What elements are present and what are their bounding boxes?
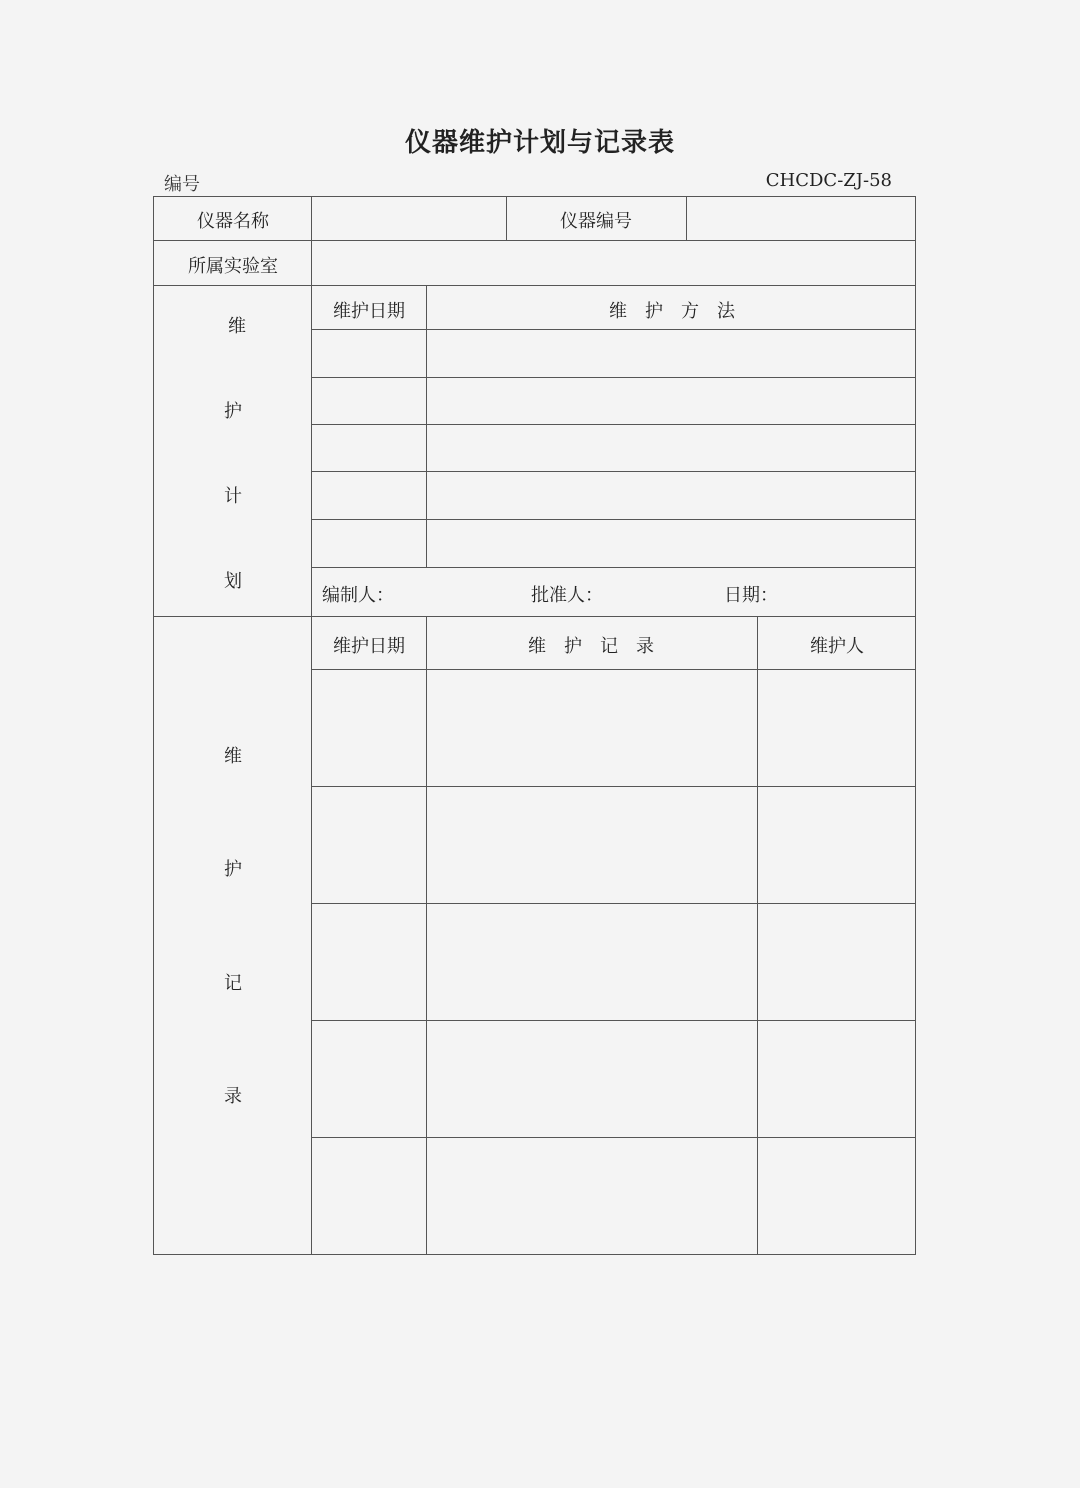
row-divider	[312, 424, 915, 425]
instrument-number-label: 仪器编号	[560, 211, 632, 232]
row-divider	[312, 329, 915, 330]
date-label: 日期：	[724, 585, 778, 606]
plan-side-char: 计	[224, 486, 242, 507]
row-divider	[154, 285, 915, 286]
row-divider	[312, 669, 915, 670]
record-side-char: 记	[224, 973, 242, 994]
compiler-label: 编制人：	[322, 585, 394, 606]
row-divider	[312, 1020, 915, 1021]
column-divider	[426, 616, 427, 1254]
column-divider	[506, 197, 507, 240]
record-side-char: 录	[224, 1086, 242, 1107]
column-divider	[686, 197, 687, 240]
record-side-char: 护	[224, 859, 242, 880]
instrument-name-label: 仪器名称	[197, 211, 269, 232]
row-divider	[312, 519, 915, 520]
plan-side-char: 划	[224, 571, 242, 592]
maintenance-form-table	[153, 196, 916, 1255]
row-divider	[312, 903, 915, 904]
row-divider	[312, 471, 915, 472]
section-divider	[154, 616, 915, 617]
plan-side-char: 维	[228, 316, 246, 337]
row-divider	[312, 567, 915, 568]
record-side-char: 维	[224, 746, 242, 767]
form-title: 仪器维护计划与记录表	[404, 128, 675, 158]
row-divider	[312, 377, 915, 378]
approver-label: 批准人：	[531, 585, 603, 606]
plan-date-header: 维护日期	[333, 301, 405, 322]
record-date-header: 维护日期	[333, 636, 405, 657]
row-divider	[312, 1137, 915, 1138]
row-divider	[154, 240, 915, 241]
column-divider	[757, 616, 758, 1254]
record-person-header: 维护人	[810, 636, 864, 657]
form-number-label: 编号	[164, 174, 200, 195]
record-content-header: 维 护 记 录	[528, 636, 654, 657]
form-code: CHCDC-ZJ-58	[765, 170, 892, 191]
plan-method-header: 维 护 方 法	[609, 301, 735, 322]
plan-side-char: 护	[224, 401, 242, 422]
row-divider	[312, 786, 915, 787]
column-divider	[311, 197, 312, 1254]
lab-label: 所属实验室	[188, 256, 278, 277]
column-divider	[426, 285, 427, 567]
